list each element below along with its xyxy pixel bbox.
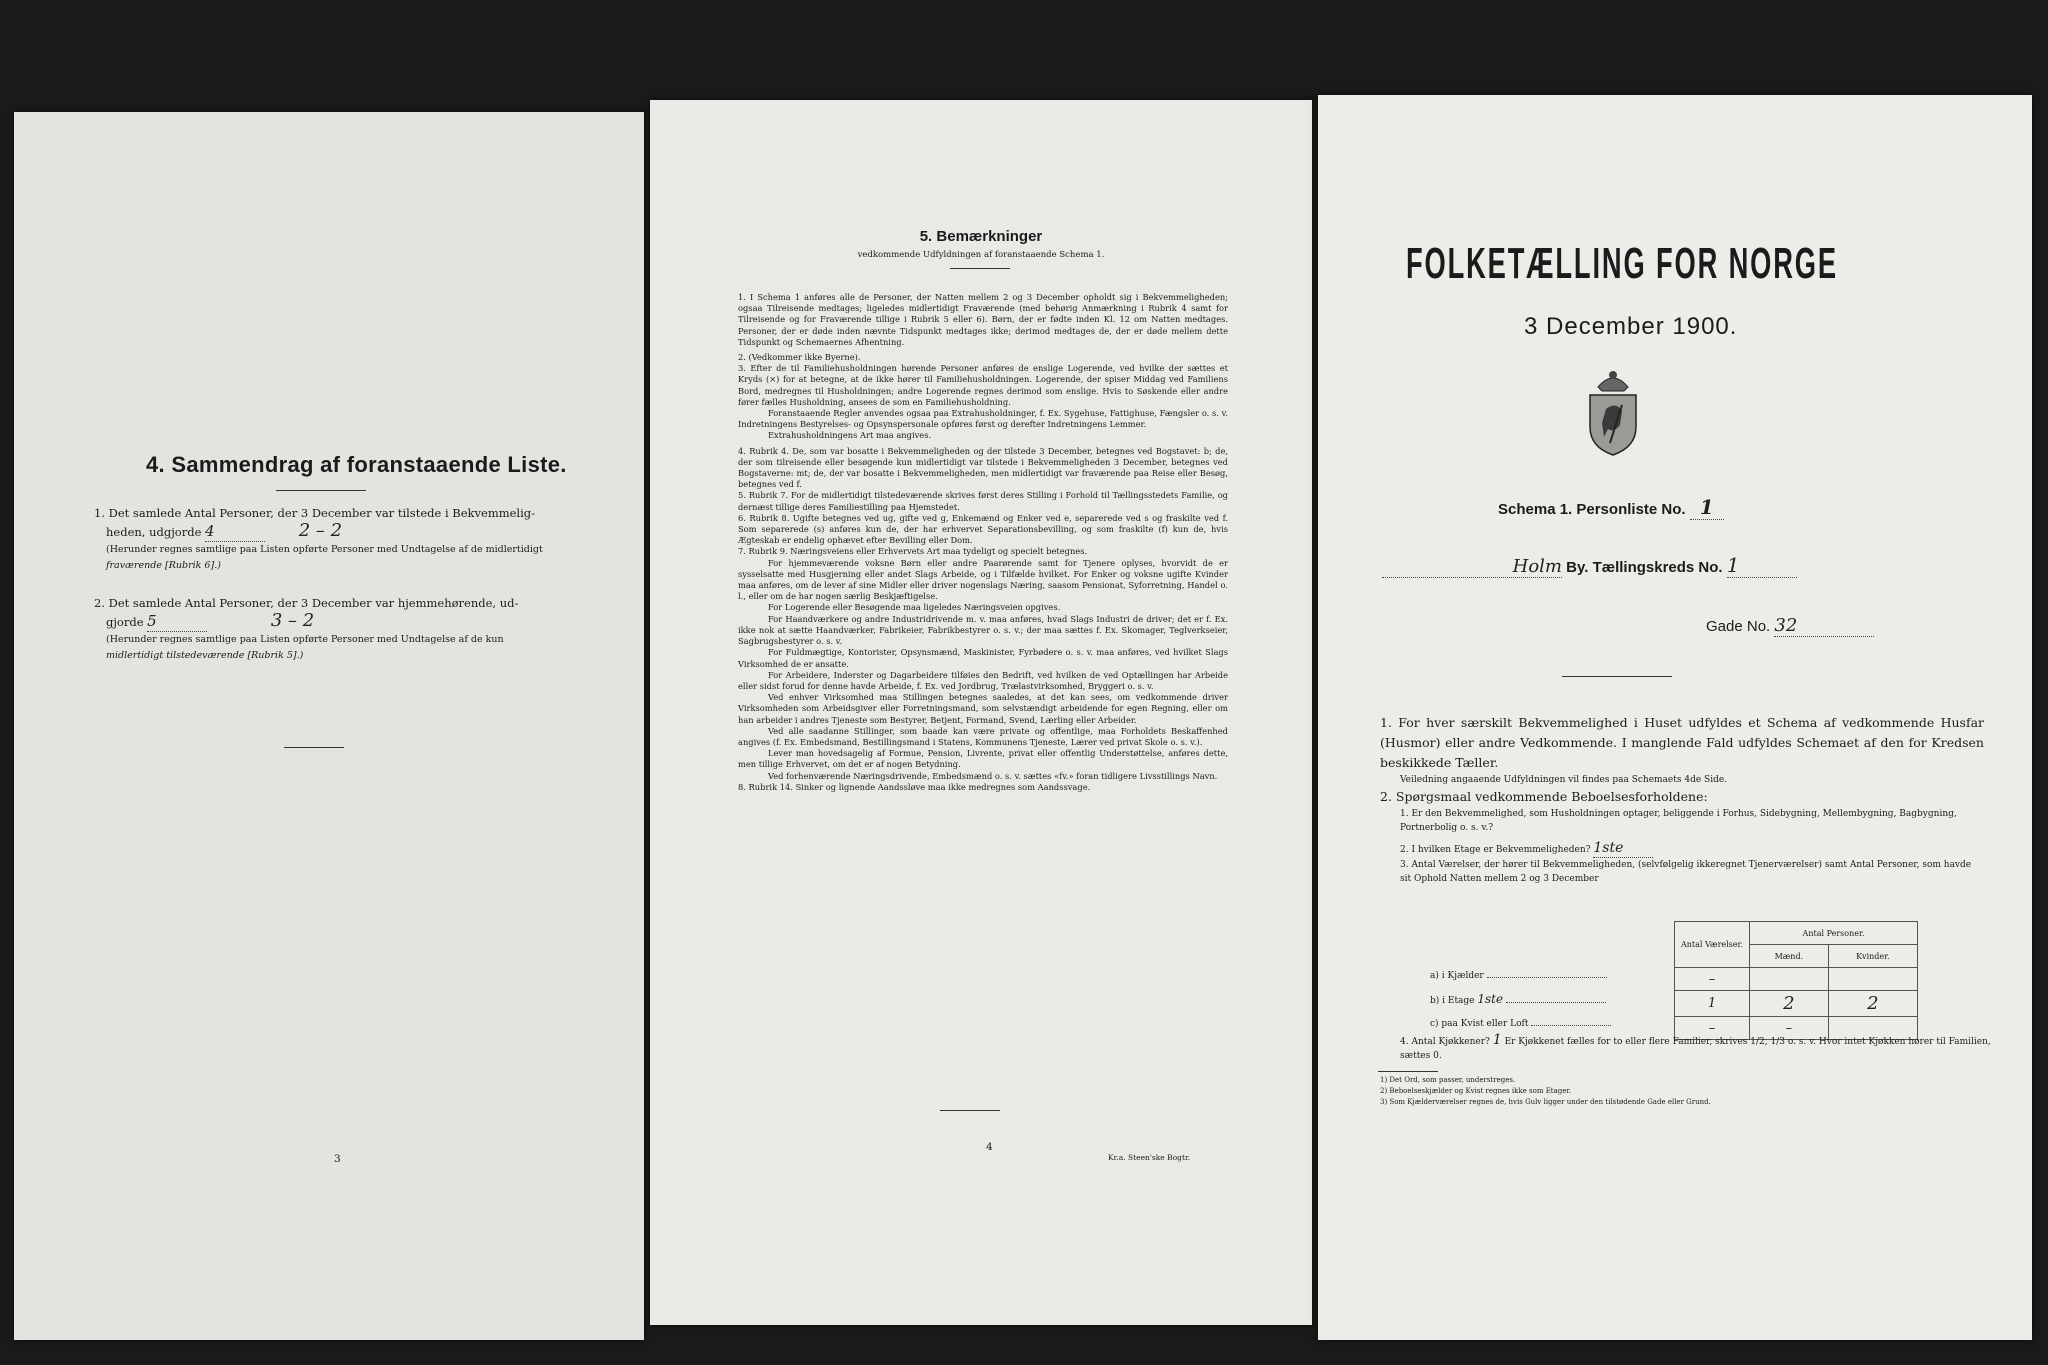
head-women: Kvinder. — [1828, 945, 1917, 968]
row-a-women — [1828, 968, 1917, 991]
question-4: 4. Antal Kjøkkener? — [1400, 1037, 1490, 1047]
question-3: 3. Antal Værelser, der hører til Bekvemmeligheden, (selvfølgelig ikkeregnet Tjenerværelser) samt Antal Personer, som havde sit Ophold Natten mellem 2 og 3 December — [1400, 860, 1972, 884]
remarks-title: 5. Bemærkninger — [919, 228, 1043, 245]
item1-handwriting: 2 – 2 — [298, 520, 343, 541]
remark-5: 5. Rubrik 7. For de midlertidigt tilstedeværende skrives først deres Stilling i Forhold til Tællingsstedets Familie, og dernæst tillige deres Familiestilling paa Hjemstedet. — [738, 490, 1228, 512]
question-4-rest: Er Kjøkkenet fælles for to eller flere Familier, skrives 1/2, 1/3 o. s. v. Hvor intet Kjøkken hører til Familien, sættes 0. — [1400, 1037, 1991, 1061]
schema-label: Schema 1. Personliste No. — [1498, 501, 1686, 518]
item1-line-b: heden, udgjorde — [106, 525, 202, 539]
remark-7a: For hjemmeværende voksne Børn eller andre Paarørende samt for Tjenere oplyses, hvorvidt de er sysselsatte med Husgjerning eller andet Slags Arbeide, og i Tilfælde hvilket. For Enker og voksne ugifte Kvinder maa anføres, om de lever af sine Midler eller driver nogenslags Næring, saasom Pensionat, Syforretning, Handel o. l., eller om de har nogen særlig Beskjæftigelse. — [738, 557, 1228, 602]
printer-mark: Kr.a. Steen'ske Bogtr. — [1108, 1153, 1191, 1162]
rooms-persons-table — [1674, 921, 1918, 1040]
gade-number: 32 — [1774, 615, 1798, 636]
question-1: 1. Er den Bekvemmelighed, som Husholdningen optager, beliggende i Forhus, Sidebygning, Mellembygning, Bagbygning, Portnerbolig o. s. v.? — [1400, 809, 1957, 833]
title-underline — [276, 490, 366, 491]
schema-number: 1 — [1699, 495, 1714, 519]
by-kreds-label: By. Tællingskreds No. — [1566, 559, 1723, 576]
page-left — [14, 112, 644, 1340]
summary-title: 4. Sammendrag af foranstaaende Liste. — [146, 452, 567, 477]
city-handwriting: Holm — [1512, 556, 1562, 577]
row-b-label: b) i Etage — [1430, 996, 1475, 1006]
footnote-3: 3) Som Kjælderværelser regnes de, hvis Gulv ligger under den tilstødende Gade eller Grund. — [1380, 1098, 1711, 1106]
head-men: Mænd. — [1750, 945, 1829, 968]
remark-6: 6. Rubrik 8. Ugifte betegnes ved ug, gifte ved g, Enkemænd og Enker ved e, separerede ved s og fraskilte ved f. Som separerede (s) anføres kun de, der har erhvervet Separationsbevilling, og som fraskilte (f) kun de, hvis Ægteskab er endelig ophævet efter Bevilling eller Dom. — [738, 512, 1228, 546]
remarks-underline — [950, 268, 1010, 269]
remark-7f: Ved enhver Virksomhed maa Stillingen betegnes saaledes, at det kan sees, om vedkommende driver Virksomheden som Arbeidsgiver eller Forretningsmand, som selvstændigt arbeidende for egen Regning, eller om han arbeider i andres Tjeneste som Bestyrer, Betjent, Formand, Svend, Lærling eller Arbeider. — [738, 692, 1228, 725]
item2-handwriting: 3 – 2 — [270, 610, 315, 631]
item1-note-b: fraværende [Rubrik 6].) — [106, 559, 221, 571]
head-persons: Antal Personer. — [1750, 922, 1918, 945]
question-4-answer: 1 — [1492, 1032, 1502, 1048]
remarks-subtitle: vedkommende Udfyldningen af foranstaaende Schema 1. — [857, 250, 1105, 260]
remark-3c: Extrahusholdningens Art maa angives. — [768, 430, 932, 441]
question-2: 2. I hvilken Etage er Bekvemmeligheden? — [1400, 845, 1591, 855]
row-a-rooms: – — [1675, 968, 1750, 991]
page-middle — [650, 100, 1312, 1325]
instruction-1-note: Veiledning angaaende Udfyldningen vil findes paa Schemaets 4de Side. — [1400, 775, 1728, 785]
remark-7c: For Haandværkere og andre Industridrivende m. v. maa anføres, hvad Slags Industri de driver; det er f. Ex. ikke nok at sætte Haandværker, Fabrikeier, Fabrikbestyrer o. s. v.; der maa sættes f. Ex. Skomager, Teglverkseier, Sagbrugsbestyrer o. s. v. — [738, 613, 1228, 647]
item1-line-a: 1. Det samlede Antal Personer, der 3 December var tilstede i Bekvemmelig- — [94, 506, 536, 520]
row-b-women: 2 — [1828, 991, 1917, 1017]
remarks-text — [738, 292, 1228, 793]
item2-note-b: midlertidigt tilstedeværende [Rubrik 5].) — [106, 649, 304, 661]
remark-2: 2. (Vedkommer ikke Byerne). — [738, 352, 861, 363]
row-b-rooms: 1 — [1675, 991, 1750, 1017]
remark-7b: For Logerende eller Besøgende maa ligeledes Næringsveien opgives. — [768, 602, 1061, 613]
row-c-rooms: – — [1675, 1017, 1750, 1040]
head-rooms: Antal Værelser. — [1675, 922, 1750, 968]
kreds-number: 1 — [1726, 553, 1740, 577]
remark-4: 4. Rubrik 4. De, som var bosatte i Bekvemmeligheden og der tilstede 3 December, betegnes ved Bogstavet: b; de, der som tilreisende eller besøgende kun midlertidigt var tilstede i Bekvemmeligheden 3 December, betegnes ved Bogstaverne: mt; de, der var bosatte i Bekvemmeligheden, men midlertidigt var fraværende paa Reise eller Besøg, betegnes ved f. — [738, 445, 1228, 490]
row-c-men: – — [1750, 1017, 1829, 1040]
page-right — [1318, 95, 2032, 1340]
gade-label: Gade No. — [1706, 618, 1771, 635]
remarks-end-divider — [940, 1110, 1000, 1111]
footnote-1: 1) Det Ord, som passer, understreges. — [1380, 1076, 1516, 1084]
ornament-divider — [1562, 676, 1672, 677]
census-title: FOLKETÆLLING FOR NORGE — [1406, 239, 1838, 288]
census-date: 3 December 1900. — [1524, 313, 1738, 340]
item1-note-a: (Herunder regnes samtlige paa Listen opførte Personer med Undtagelse af de midlertidigt — [106, 544, 543, 555]
item2-note-a: (Herunder regnes samtlige paa Listen opførte Personer med Undtagelse af de kun — [106, 634, 504, 645]
instruction-2: 2. Spørgsmaal vedkommende Beboelsesforholdene: — [1380, 789, 1708, 804]
remark-7i: Ved forhenværende Næringsdrivende, Embedsmænd o. s. v. sættes «fv.» foran tidligere Livsstillings Navn. — [768, 770, 1218, 781]
footnotes — [1380, 1075, 1711, 1108]
footnote-2: 2) Beboelseskjælder og Kvist regnes ikke som Etager. — [1380, 1087, 1572, 1095]
row-b-men: 2 — [1750, 991, 1829, 1017]
remark-7: 7. Rubrik 9. Næringsveiens eller Erhvervets Art maa tydeligt og specielt betegnes. — [738, 546, 1088, 557]
item1-value: 4 — [205, 522, 215, 540]
row-c-label: c) paa Kvist eller Loft — [1430, 1019, 1529, 1029]
item2-line-a: 2. Det samlede Antal Personer, der 3 December var hjemmehørende, ud- — [94, 596, 519, 610]
instruction-1: 1. For hver særskilt Bekvemmelighed i Huset udfyldes et Schema af vedkommende Husfar (Husmor) eller andre Vedkommende. I manglende Fald udfyldes Schemaet af den for Kredsen beskikkede Tæller. — [1380, 715, 1984, 770]
remark-3b: Foranstaaende Regler anvendes ogsaa paa Extrahusholdninger, f. Ex. Sygehuse, Fattighuse, Fængsler o. s. v. Indretningens Bestyrelses- og Opsynspersonale opføres først og derefter Indretningens Lemmer. — [738, 408, 1228, 430]
remark-3: 3. Efter de til Familiehusholdningen hørende Personer anføres de enslige Logerende, ved hvilke der sættes et Kryds (×) for at betegne, at de ikke hører til Familiehusholdningen. Logerende, der spiser Middag ved Familiens Bord, medregnes til Husholdningen; andre Logerende regnes derimod som enslige. Hvis to Søskende eller andre fører fælles Husholdning, ansees de som en Familiehusholdning. — [738, 363, 1228, 407]
footnote-rule — [1378, 1071, 1438, 1072]
row-b-handwriting: 1ste — [1477, 992, 1504, 1006]
remark-8: 8. Rubrik 14. Sinker og lignende Aandssløve maa ikke medregnes som Aandssvage. — [738, 781, 1091, 792]
remark-7e: For Arbeidere, Inderster og Dagarbeidere tilføies den Bedrift, ved hvilken de ved Optællingen har Arbeide eller sidst forud for denne havde Arbeide, f. Ex. ved Jordbrug, Trælastvirksomhed, Bryggeri o. s. v. — [738, 669, 1228, 691]
section-divider — [284, 747, 344, 748]
instructions — [1380, 713, 1984, 886]
row-a-label: a) i Kjælder — [1430, 971, 1484, 981]
row-a-men — [1750, 968, 1829, 991]
norway-coat-of-arms-icon — [1582, 365, 1644, 457]
remark-7g: Ved alle saadanne Stillinger, som baade kan være private og offentlige, maa Forholdets Beskaffenhed angives (f. Ex. Embedsmand, Bestillingsmand i Statens, Kommunens Tjeneste, Lærer ved privat Skole o. s. v.). — [738, 725, 1228, 747]
question-2-answer: 1ste — [1593, 840, 1624, 856]
remark-7d: For Fuldmægtige, Kontorister, Opsynsmænd, Maskinister, Fyrbødere o. s. v. maa anføres, ved hvilket Slags Virksomhed de er ansatte. — [738, 647, 1228, 669]
remark-7h: Lever man hovedsagelig af Formue, Pension, Livrente, privat eller offentlig Understøttelse, anføres dette, men tillige Erhvervet, om det er af nogen Betydning. — [738, 748, 1228, 770]
remark-1: 1. I Schema 1 anføres alle de Personer, der Natten mellem 2 og 3 December opholdt sig i Bekvemmeligheden; ogsaa Tilreisende medtages; ligeledes midlertidigt Fraværende (med behørig Anmærkning i Rubrik 4 samt for Tilreisende og for Fraværende tillige i Rubrik 5 eller 6). Børn, der er fødte inden Kl. 12 om Natten medtages. Personer, der er døde inden nævnte Tidspunkt medtages ikke; derimod medtages de, der er døde mellem dette Tidspunkt og Schemaernes Afhentning. — [738, 292, 1228, 347]
page-number-3: 3 — [334, 1153, 341, 1165]
item2-line-b: gjorde — [106, 615, 144, 629]
page-number-4: 4 — [986, 1141, 993, 1153]
item2-value: 5 — [147, 612, 157, 630]
